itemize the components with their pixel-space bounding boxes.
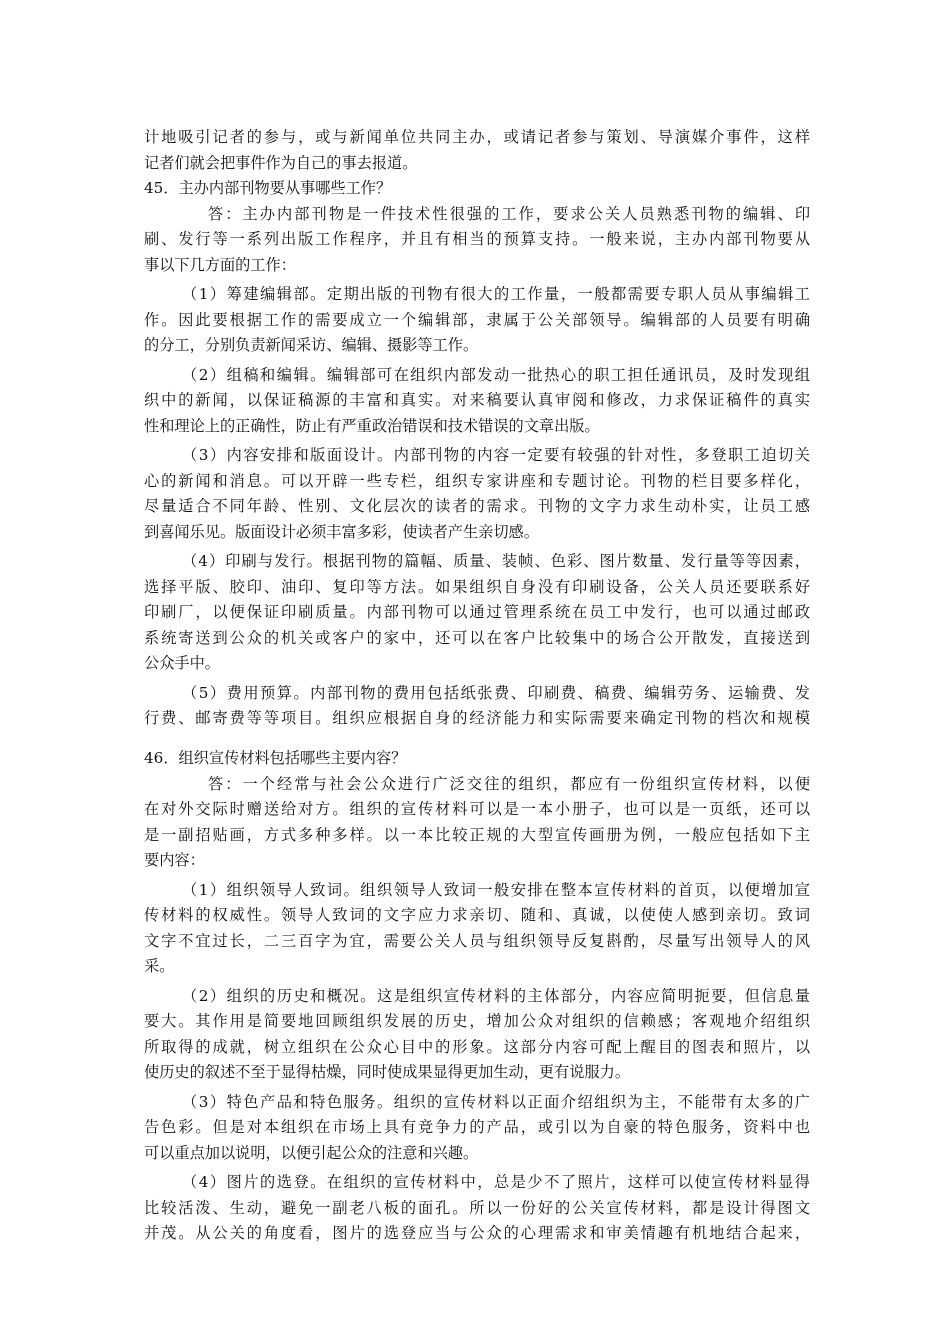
- item-45-1-line-2: 作。因此要根据工作的需要成立一个编辑部，隶属于公关部领导。编辑部的人员要有明确: [144, 310, 810, 329]
- question-45-title: 45．主办内部刊物要从事哪些工作？: [144, 179, 392, 197]
- item-46-1-line-2: 传材料的权威性。领导人致词的文字应力求亲切、随和、真诚，以使使人感到亲切。致词: [144, 906, 810, 924]
- answer-45-line-3: 事以下几方面的工作：: [144, 255, 296, 274]
- item-45-2-line-1: （2）组稿和编辑。编辑部可在组织内部发动一批热心的职工担任通讯员，及时发现组: [182, 365, 810, 384]
- item-46-4-line-3: 并茂。从公关的角度看，图片的选登应当与公众的心理需求和审美情趣有机地结合起来，: [144, 1224, 810, 1242]
- item-46-1-line-3: 文字不宜过长，二三百字为宜，需要公关人员与组织领导反复斟酌，尽量写出领导人的风: [144, 931, 810, 950]
- item-45-2-line-2: 织中的新闻，以保证稿源的丰富和真实。对来稿要认真审阅和修改，力求保证稿件的真实: [144, 391, 810, 409]
- item-46-2-line-2: 要大。其作用是简要地回顾组织发展的历史，增加公众对组织的信赖感；客观地介绍组织: [144, 1012, 810, 1030]
- intro-line-2: 记者们就会把事件作为自己的事去报道。: [144, 153, 418, 172]
- answer-45-line-1: 答：主办内部刊物是一件技术性很强的工作，要求公关人员熟悉刊物的编辑、印: [208, 204, 810, 223]
- item-45-5-line-1: （5）费用预算。内部刊物的费用包括纸张费、印刷费、稿费、编辑劳务、运输费、发: [182, 683, 810, 702]
- answer-46-line-4: 要内容：: [144, 851, 205, 869]
- item-46-2-line-1: （2）组织的历史和概况。这是组织宣传材料的主体部分，内容应简明扼要，但信息量: [182, 986, 810, 1005]
- item-45-4-line-3: 印刷厂，以便保证印刷质量。内部刊物可以通过管理系统在员工中发行，也可以通过邮政: [144, 603, 810, 621]
- answer-46-line-3: 是一副招贴画，方式多种多样。以一本比较正规的大型宣传画册为例，一般应包括如下主: [144, 825, 810, 844]
- item-45-4-line-5: 公众手中。: [144, 654, 220, 672]
- item-45-4-line-2: 选择平版、胶印、油印、复印等方法。如果组织自身没有印刷设备，公关人员还要联系好: [144, 577, 810, 596]
- item-45-4-line-4: 系统寄送到公众的机关或客户的家中，还可以在客户比较集中的场合公开散发，直接送到: [144, 628, 810, 647]
- item-45-3-line-2: 心的新闻和消息。可以开辟一些专栏，组织专家讲座和专题讨论。刊物的栏目要多样化，: [144, 471, 810, 490]
- item-45-3-line-1: （3）内容安排和版面设计。内部刊物的内容一定要有较强的针对性，多登职工迫切关: [182, 446, 810, 464]
- item-46-1-line-1: （1）组织领导人致词。组织领导人致词一般安排在整本宣传材料的首页，以便增加宣: [182, 880, 810, 899]
- answer-45-line-2: 刷、发行等一系列出版工作程序，并且有相当的预算支持。一般来说，主办内部刊物要从: [144, 230, 810, 248]
- top-text-block: [144, 125, 810, 732]
- item-45-1-line-3: 的分工，分别负责新闻采访、编辑、摄影等工作。: [144, 336, 479, 354]
- answer-46-line-2: 在对外交际时赠送给对方。组织的宣传材料可以是一本小册子，也可以是一页纸，还可以: [144, 800, 810, 818]
- item-46-3-line-1: （3）特色产品和特色服务。组织的宣传材料以正面介绍组织为主，不能带有太多的广: [182, 1092, 810, 1111]
- item-46-2-line-4: 使历史的叙述不至于显得枯燥，同时使成果显得更加生动，更有说服力。: [144, 1063, 630, 1081]
- item-46-4-line-1: （4）图片的选登。在组织的宣传材料中，总是少不了照片，这样可以使宣传材料显得: [182, 1173, 810, 1191]
- item-46-2-line-3: 所取得的成就，树立组织在公众心目中的形象。这部分内容可配上醒目的图表和照片，以: [144, 1037, 810, 1056]
- item-45-3-line-4: 到喜闻乐见。版面设计必须丰富多彩，使读者产生亲切感。: [144, 522, 539, 541]
- item-46-3-line-2: 告色彩。但是对本组织在市场上具有竞争力的产品，或引以为自豪的特色服务，资料中也: [144, 1118, 810, 1136]
- item-45-1-line-1: （1）筹建编辑部。定期出版的刊物有很大的工作量，一般都需要专职人员从事编辑工: [182, 285, 810, 303]
- item-46-3-line-3: 可以重点加以说明，以便引起公众的注意和兴趣。: [144, 1143, 479, 1162]
- intro-line-1: 计地吸引记者的参与，或与新闻单位共同主办，或请记者参与策划、导演媒介事件，这样: [144, 128, 810, 146]
- item-45-2-line-3: 性和理论上的正确性，防止有严重政治错误和技术错误的文章出版。: [144, 416, 600, 435]
- item-46-1-line-4: 采。: [144, 957, 175, 975]
- question-46-title: 46．组织宣传材料包括哪些主要内容？: [144, 749, 407, 767]
- item-45-4-line-1: （4）印刷与发行。根据刊物的篇幅、质量、装帧、色彩、图片数量、发行量等等因素，: [182, 552, 810, 570]
- bottom-text-block: [144, 746, 810, 1247]
- item-45-5-line-2: 行费、邮寄费等等项目。组织应根据自身的经济能力和实际需要来确定刊物的档次和规模: [144, 709, 810, 727]
- item-46-4-line-2: 比较活泼、生动，避免一副老八板的面孔。所以一份好的公关宣传材料，都是设计得图文: [144, 1198, 810, 1217]
- answer-46-line-1: 答：一个经常与社会公众进行广泛交往的组织，都应有一份组织宣传材料，以便: [208, 774, 810, 793]
- item-45-3-line-3: 尽量适合不同年龄、性别、文化层次的读者的需求。刊物的文字力求生动朴实，让员工感: [144, 497, 810, 515]
